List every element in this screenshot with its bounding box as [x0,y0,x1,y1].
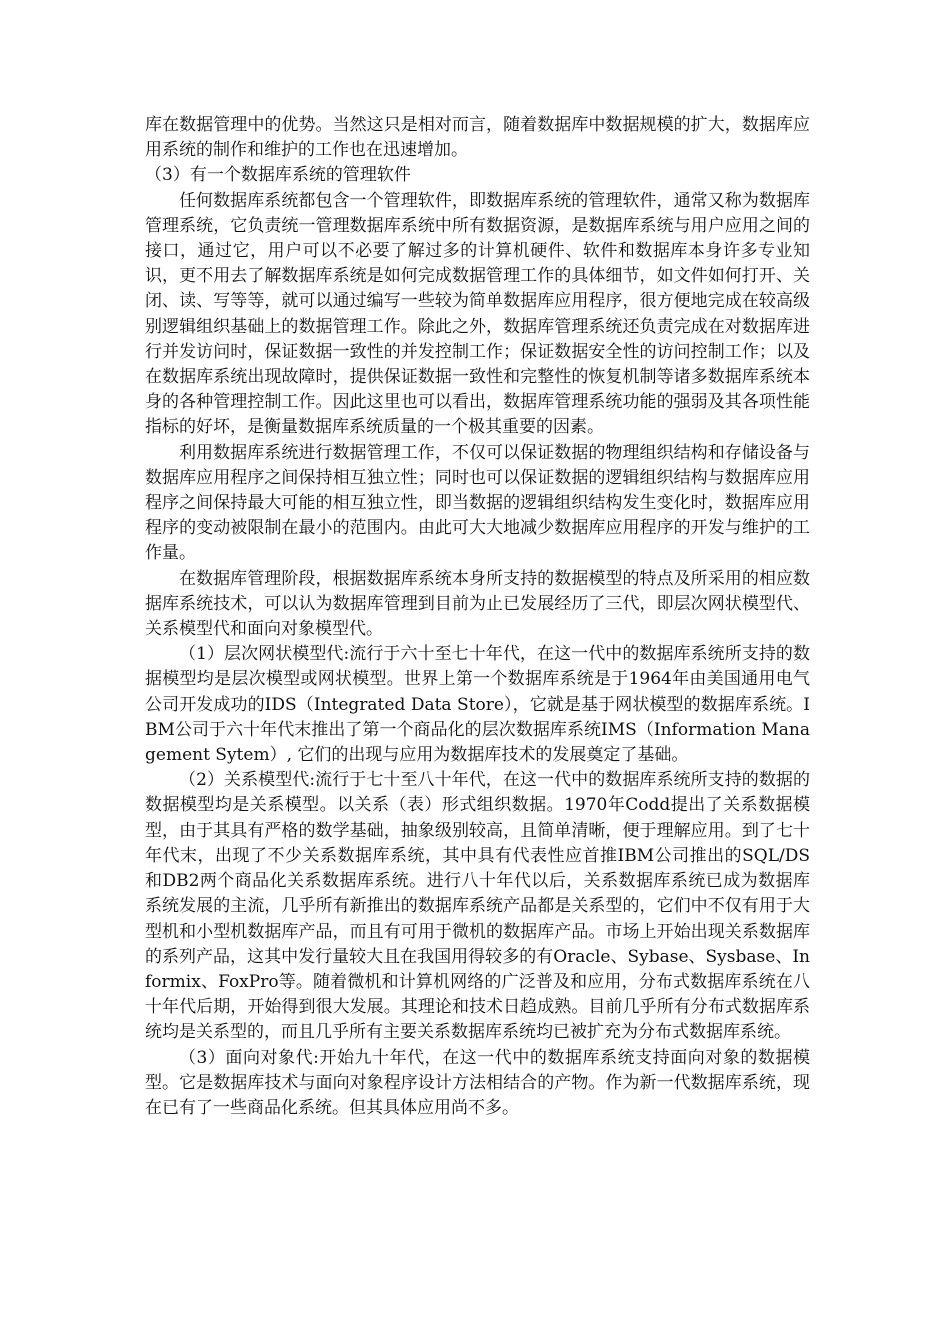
section-heading: （3）有一个数据库系统的管理软件 [145,165,411,186]
paragraph-relational: （2）关系模型代:流行于七十至八十年代，在这一代中的数据库系统所支持的数据的数据模型均是关系模型。以关系（表）形式组织数据。1970年Codd提出了关系数据模型，由于其具有严格的数学基础，抽象级别较高，且简单清晰，便于理解应用。到了七十年代末，出现了不少关系数据库系统，其中具有代表性应首推IBM公司推出的SQL/DS和DB2两个商品化关系数据库系统。进行八十年代以后，关系数据库系统已成为数据库系统发展的主流，几乎所有新推出的数据库系统产品都是关系型的，它们中不仅有用于大型机和小型机数据库产品，而且有可用于微机的数据库产品。市场上开始出现关系数据库的系列产品，这其中发行量较大且在我国用得较多的有Oracle、Sybase、Sysbase、Informix、FoxPro等。随着微机和计算机网络的广泛普及和应用，分布式数据库系统在八十年代后期，开始得到很大发展。其理论和技术日趋成熟。目前几乎所有分布式数据库系统均是关系型的，而且几乎所有主要关系数据库系统均已被扩充为分布式数据库系统。 [145,770,810,1043]
paragraph-object-oriented: （3）面向对象代:开始九十年代，在这一代中的数据库系统支持面向对象的数据模型。它是数据库技术与面向对象程序设计方法相结合的产物。作为新一代数据库系统，现在已有了一些商品化系统。但其具体应用尚不多。 [145,1047,810,1118]
paragraph-three-generations: 在数据库管理阶段，根据数据库系统本身所支持的数据模型的特点及所采用的相应数据库系统技术，可以认为数据库管理到目前为止已发展经历了三代，即层次网状模型代、关系模型代和面向对象模型代。 [145,568,810,640]
paragraph-hierarchical-network: （1）层次网状模型代:流行于六十至七十年代，在这一代中的数据库系统所支持的数据模型均是层次模型或网状模型。世界上第一个数据库系统是于1964年由美国通用电气公司开发成功的IDS（Integrated Data Store），它就是基于网状模型的数据库系统。IBM公司于六十年代末推出了第一个商品化的层次数据库系统IMS（Information Management Sytem）, 它们的出现与应用为数据库技术的发展奠定了基础。 [145,644,810,766]
paragraph-independence: 利用数据库系统进行数据管理工作，不仅可以保证数据的物理组织结构和存储设备与数据库应用程序之间保持相互独立性；同时也可以保证数据的逻辑组织结构与数据库应用程序之间保持最大可能的相互独立性，即当数据的逻辑组织结构发生变化时，数据库应用程序的变动被限制在最小的范围内。由此可大大地减少数据库应用程序的开发与维护的工作量。 [145,442,810,564]
paragraph-continuation: 库在数据管理中的优势。当然这只是相对而言，随着数据库中数据规模的扩大，数据库应用系统的制作和维护的工作也在迅速增加。 [145,115,810,161]
document-page [145,113,810,1121]
paragraph-dbms: 任何数据库系统都包含一个管理软件，即数据库系统的管理软件，通常又称为数据库管理系统，它负责统一管理数据库系统中所有数据资源，是数据库系统与用户应用之间的接口，通过它，用户可以不必要了解过多的计算机硬件、软件和数据库本身许多专业知识，更不用去了解数据库系统是如何完成数据管理工作的具体细节，如文件如何打开、关闭、读、写等等，就可以通过编写一些较为简单数据库应用程序，很方便地完成在较高级别逻辑组织基础上的数据管理工作。除此之外，数据库管理系统还负责完成在对数据库进行并发访问时，保证数据一致性的并发控制工作；保证数据安全性的访问控制工作；以及在数据库系统出现故障时，提供保证数据一致性和完整性的恢复机制等诸多数据库系统本身的各种管理控制工作。因此这里也可以看出，数据库管理系统功能的强弱及其各项性能指标的好坏，是衡量数据库系统质量的一个极其重要的因素。 [145,190,810,438]
